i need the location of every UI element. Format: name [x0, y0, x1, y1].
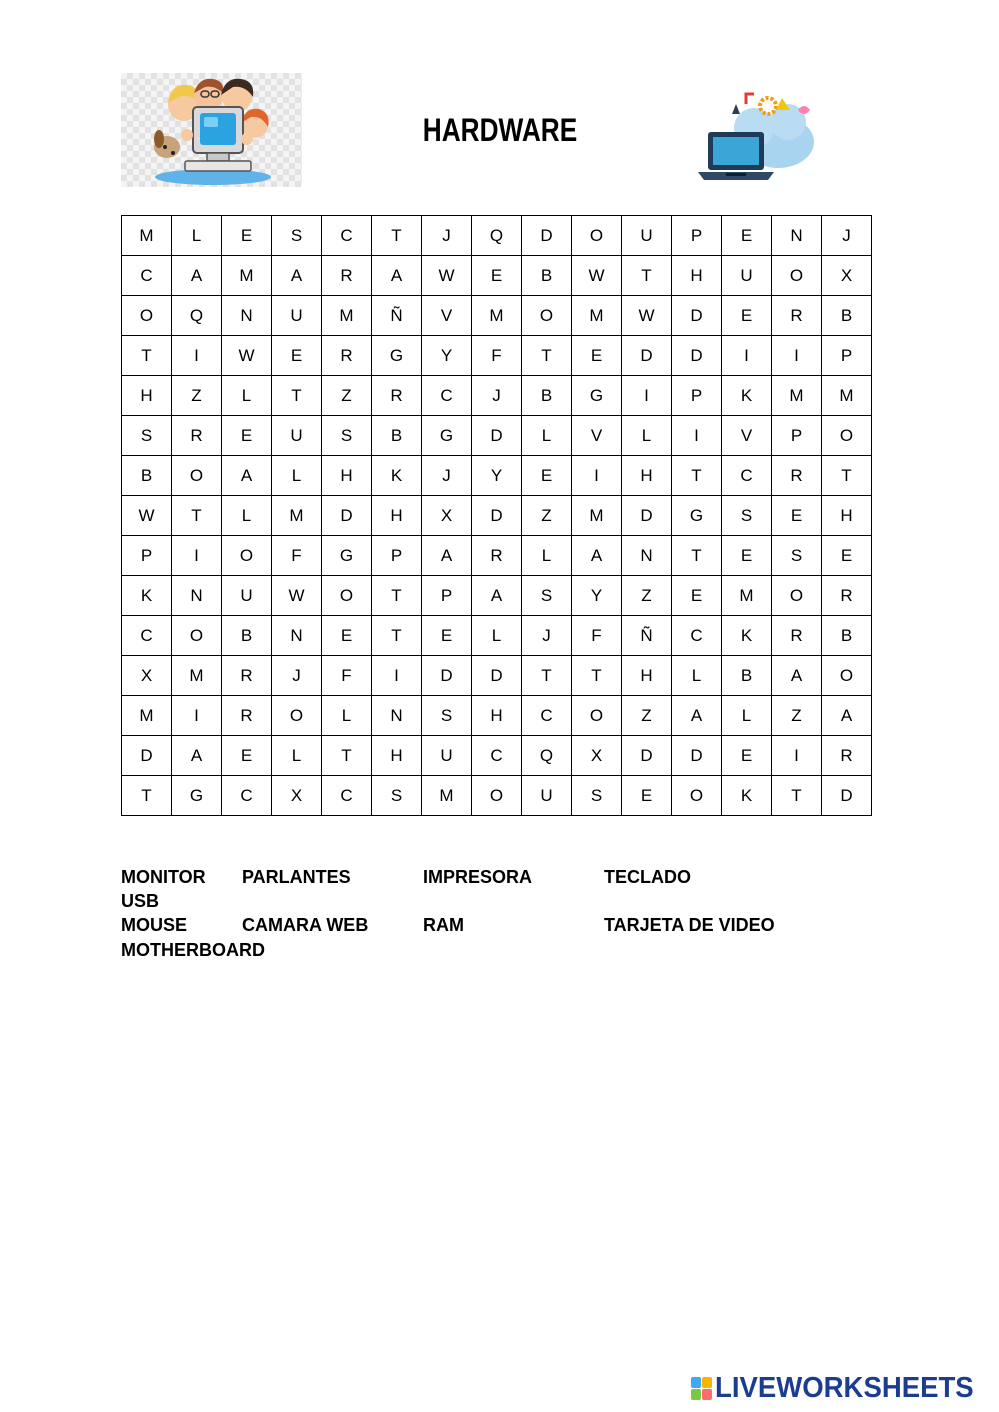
grid-cell[interactable]: H	[372, 736, 422, 776]
grid-cell[interactable]: I	[372, 656, 422, 696]
grid-cell[interactable]: R	[772, 456, 822, 496]
grid-cell[interactable]: H	[822, 496, 872, 536]
word-monitor: MONITOR	[121, 867, 206, 887]
grid-cell[interactable]: J	[472, 376, 522, 416]
grid-cell[interactable]: E	[422, 616, 472, 656]
grid-cell[interactable]: P	[672, 376, 722, 416]
grid-cell[interactable]: N	[622, 536, 672, 576]
grid-cell[interactable]: M	[472, 296, 522, 336]
grid-cell[interactable]: E	[572, 336, 622, 376]
grid-cell[interactable]: A	[472, 576, 522, 616]
grid-cell[interactable]: R	[222, 656, 272, 696]
grid-cell[interactable]: P	[822, 336, 872, 376]
grid-cell[interactable]: W	[572, 256, 622, 296]
grid-cell[interactable]: D	[322, 496, 372, 536]
grid-cell[interactable]: R	[772, 296, 822, 336]
grid-cell[interactable]: H	[672, 256, 722, 296]
grid-cell[interactable]: W	[272, 576, 322, 616]
grid-cell[interactable]: A	[772, 656, 822, 696]
grid-cell[interactable]: K	[372, 456, 422, 496]
grid-cell[interactable]: U	[422, 736, 472, 776]
grid-cell[interactable]: N	[172, 576, 222, 616]
grid-cell[interactable]: U	[522, 776, 572, 816]
grid-cell[interactable]: T	[572, 656, 622, 696]
grid-cell[interactable]: G	[672, 496, 722, 536]
grid-cell[interactable]: M	[572, 296, 622, 336]
grid-cell[interactable]: I	[722, 336, 772, 376]
grid-row	[122, 616, 872, 656]
grid-cell[interactable]: G	[172, 776, 222, 816]
grid-cell[interactable]: A	[272, 256, 322, 296]
grid-cell[interactable]: A	[222, 456, 272, 496]
grid-cell[interactable]: Ñ	[622, 616, 672, 656]
grid-cell[interactable]: L	[672, 656, 722, 696]
grid-cell[interactable]: X	[422, 496, 472, 536]
grid-row	[122, 256, 872, 296]
grid-cell[interactable]: O	[772, 256, 822, 296]
grid-cell[interactable]: O	[572, 216, 622, 256]
grid-cell[interactable]: V	[572, 416, 622, 456]
grid-cell[interactable]: U	[272, 416, 322, 456]
grid-cell[interactable]: X	[572, 736, 622, 776]
word-impresora: IMPRESORA	[423, 867, 533, 887]
grid-cell[interactable]: E	[822, 536, 872, 576]
grid-cell[interactable]: A	[372, 256, 422, 296]
grid-cell[interactable]: H	[322, 456, 372, 496]
grid-cell[interactable]: Y	[472, 456, 522, 496]
grid-cell[interactable]: D	[672, 296, 722, 336]
grid-cell[interactable]: D	[622, 736, 672, 776]
grid-cell[interactable]: A	[172, 736, 222, 776]
kids-computer-clipart	[121, 73, 302, 187]
grid-cell[interactable]: X	[822, 256, 872, 296]
grid-cell[interactable]: E	[622, 776, 672, 816]
grid-cell[interactable]: L	[222, 376, 272, 416]
grid-cell[interactable]: S	[572, 776, 622, 816]
word-search-grid	[121, 215, 872, 816]
grid-cell[interactable]: U	[722, 256, 772, 296]
grid-cell[interactable]: Z	[622, 696, 672, 736]
grid-cell[interactable]: C	[222, 776, 272, 816]
grid-cell[interactable]: O	[172, 456, 222, 496]
grid-cell[interactable]: Z	[772, 696, 822, 736]
grid-cell[interactable]: D	[472, 416, 522, 456]
grid-cell[interactable]: D	[422, 656, 472, 696]
grid-cell[interactable]: O	[472, 776, 522, 816]
grid-cell[interactable]: M	[572, 496, 622, 536]
grid-cell[interactable]: O	[172, 616, 222, 656]
word-parlantes: PARLANTES	[242, 867, 351, 887]
grid-cell[interactable]: O	[822, 656, 872, 696]
grid-cell[interactable]: W	[222, 336, 272, 376]
grid-cell[interactable]: D	[522, 216, 572, 256]
grid-cell[interactable]: K	[722, 376, 772, 416]
grid-row	[122, 736, 872, 776]
grid-cell[interactable]: D	[472, 496, 522, 536]
grid-cell[interactable]: B	[122, 456, 172, 496]
grid-cell[interactable]: R	[822, 736, 872, 776]
grid-cell[interactable]: I	[172, 696, 222, 736]
grid-cell[interactable]: P	[422, 576, 472, 616]
word-usb: USB	[121, 891, 160, 911]
grid-cell[interactable]: S	[322, 416, 372, 456]
page-title: HARDWARE	[422, 112, 578, 148]
grid-cell[interactable]: P	[672, 216, 722, 256]
grid-cell[interactable]: B	[222, 616, 272, 656]
grid-cell[interactable]: T	[372, 616, 422, 656]
grid-cell[interactable]: I	[772, 336, 822, 376]
grid-cell[interactable]: L	[622, 416, 672, 456]
grid-cell[interactable]: O	[572, 696, 622, 736]
grid-cell[interactable]: E	[222, 416, 272, 456]
grid-cell[interactable]: G	[572, 376, 622, 416]
grid-cell[interactable]: B	[822, 616, 872, 656]
grid-cell[interactable]: K	[722, 776, 772, 816]
grid-row	[122, 776, 872, 816]
grid-cell[interactable]: P	[372, 536, 422, 576]
grid-cell[interactable]: R	[172, 416, 222, 456]
grid-cell[interactable]: S	[772, 536, 822, 576]
grid-cell[interactable]: R	[822, 576, 872, 616]
grid-cell[interactable]: L	[272, 736, 322, 776]
grid-cell[interactable]: I	[172, 536, 222, 576]
grid-cell[interactable]: T	[672, 456, 722, 496]
word-motherboard: MOTHERBOARD	[121, 940, 265, 960]
grid-row	[122, 496, 872, 536]
grid-cell[interactable]: X	[122, 656, 172, 696]
grid-cell[interactable]: E	[472, 256, 522, 296]
grid-cell[interactable]: K	[122, 576, 172, 616]
grid-cell[interactable]: T	[522, 656, 572, 696]
grid-cell[interactable]: O	[222, 536, 272, 576]
grid-cell[interactable]: N	[372, 696, 422, 736]
grid-cell[interactable]: A	[422, 536, 472, 576]
grid-cell[interactable]: R	[322, 256, 372, 296]
grid-cell[interactable]: D	[622, 336, 672, 376]
grid-cell[interactable]: J	[422, 456, 472, 496]
grid-cell[interactable]: C	[522, 696, 572, 736]
grid-cell[interactable]: H	[622, 656, 672, 696]
grid-cell[interactable]: I	[772, 736, 822, 776]
grid-cell[interactable]: M	[772, 376, 822, 416]
grid-cell[interactable]: C	[722, 456, 772, 496]
grid-row	[122, 216, 872, 256]
grid-cell[interactable]: F	[272, 536, 322, 576]
grid-cell[interactable]: S	[372, 776, 422, 816]
brand-text: LIVEWORKSHEETS	[715, 1371, 974, 1404]
grid-cell[interactable]: L	[522, 416, 572, 456]
grid-row	[122, 696, 872, 736]
grid-cell[interactable]: M	[822, 376, 872, 416]
grid-row	[122, 456, 872, 496]
grid-cell[interactable]: E	[522, 456, 572, 496]
grid-cell[interactable]: Z	[172, 376, 222, 416]
grid-cell[interactable]: L	[222, 496, 272, 536]
grid-cell[interactable]: J	[422, 216, 472, 256]
grid-cell[interactable]: B	[722, 656, 772, 696]
grid-cell[interactable]: L	[472, 616, 522, 656]
grid-cell[interactable]: R	[472, 536, 522, 576]
grid-cell[interactable]: M	[422, 776, 472, 816]
grid-cell[interactable]: W	[422, 256, 472, 296]
grid-cell[interactable]: T	[122, 776, 172, 816]
grid-cell[interactable]: G	[372, 336, 422, 376]
grid-cell[interactable]: N	[272, 616, 322, 656]
grid-cell[interactable]: M	[322, 296, 372, 336]
grid-cell[interactable]: O	[322, 576, 372, 616]
grid-cell[interactable]: F	[472, 336, 522, 376]
grid-row	[122, 336, 872, 376]
grid-cell[interactable]: P	[122, 536, 172, 576]
liveworksheets-icon	[690, 1376, 712, 1400]
grid-cell[interactable]: U	[272, 296, 322, 336]
grid-cell[interactable]: C	[122, 616, 172, 656]
grid-row	[122, 576, 872, 616]
grid-cell[interactable]: H	[472, 696, 522, 736]
grid-cell[interactable]: S	[522, 576, 572, 616]
grid-cell[interactable]: C	[472, 736, 522, 776]
grid-cell[interactable]: B	[522, 256, 572, 296]
grid-row	[122, 536, 872, 576]
grid-cell[interactable]: A	[672, 696, 722, 736]
grid-cell[interactable]: T	[272, 376, 322, 416]
grid-cell[interactable]: G	[422, 416, 472, 456]
grid-cell[interactable]: B	[522, 376, 572, 416]
grid-cell[interactable]: T	[172, 496, 222, 536]
grid-cell[interactable]: W	[622, 296, 672, 336]
grid-cell[interactable]: T	[522, 336, 572, 376]
grid-cell[interactable]: E	[722, 536, 772, 576]
grid-cell[interactable]: T	[372, 216, 422, 256]
grid-cell[interactable]: I	[672, 416, 722, 456]
grid-cell[interactable]: T	[622, 256, 672, 296]
grid-cell[interactable]: M	[222, 256, 272, 296]
grid-cell[interactable]: I	[622, 376, 672, 416]
grid-cell[interactable]: J	[822, 216, 872, 256]
grid-cell[interactable]: S	[122, 416, 172, 456]
grid-cell[interactable]: A	[172, 256, 222, 296]
grid-cell[interactable]: E	[322, 616, 372, 656]
grid-row	[122, 296, 872, 336]
grid-row	[122, 656, 872, 696]
grid-cell[interactable]: C	[322, 216, 372, 256]
grid-cell[interactable]: N	[772, 216, 822, 256]
grid-cell[interactable]: R	[322, 336, 372, 376]
grid-cell[interactable]: L	[522, 536, 572, 576]
grid-cell[interactable]: E	[222, 216, 272, 256]
grid-cell[interactable]: E	[222, 736, 272, 776]
grid-cell[interactable]: C	[672, 616, 722, 656]
grid-cell[interactable]: R	[772, 616, 822, 656]
grid-cell[interactable]: V	[722, 416, 772, 456]
grid-cell[interactable]: Ñ	[372, 296, 422, 336]
grid-cell[interactable]: Z	[522, 496, 572, 536]
grid-cell[interactable]: P	[772, 416, 822, 456]
grid-cell[interactable]: T	[672, 536, 722, 576]
grid-cell[interactable]: V	[422, 296, 472, 336]
grid-cell[interactable]: A	[572, 536, 622, 576]
grid-cell[interactable]: Z	[622, 576, 672, 616]
grid-cell[interactable]: Y	[422, 336, 472, 376]
grid-cell[interactable]: F	[322, 656, 372, 696]
grid-cell[interactable]: T	[372, 576, 422, 616]
grid-cell[interactable]: L	[172, 216, 222, 256]
grid-cell[interactable]: C	[122, 256, 172, 296]
grid-cell[interactable]: O	[522, 296, 572, 336]
grid-cell[interactable]: D	[622, 496, 672, 536]
grid-cell[interactable]: C	[322, 776, 372, 816]
grid-cell[interactable]: T	[772, 776, 822, 816]
grid-cell[interactable]: B	[372, 416, 422, 456]
grid-cell[interactable]: S	[422, 696, 472, 736]
word-tarjeta-de-video: TARJETA DE VIDEO	[604, 915, 775, 935]
grid-cell[interactable]: O	[122, 296, 172, 336]
grid-cell[interactable]: L	[272, 456, 322, 496]
grid-cell[interactable]: U	[222, 576, 272, 616]
grid-cell[interactable]: H	[122, 376, 172, 416]
grid-cell[interactable]: D	[122, 736, 172, 776]
grid-cell[interactable]: E	[722, 296, 772, 336]
grid-cell[interactable]: K	[722, 616, 772, 656]
grid-cell[interactable]: L	[722, 696, 772, 736]
grid-cell[interactable]: S	[272, 216, 322, 256]
laptop-cloud-clipart	[688, 80, 818, 192]
grid-cell[interactable]: M	[722, 576, 772, 616]
grid-row	[122, 416, 872, 456]
grid-cell[interactable]: D	[672, 736, 722, 776]
grid-cell[interactable]: T	[322, 736, 372, 776]
grid-cell[interactable]: R	[372, 376, 422, 416]
grid-cell[interactable]: O	[672, 776, 722, 816]
word-camara-web: CAMARA WEB	[242, 915, 369, 935]
grid-cell[interactable]: Q	[522, 736, 572, 776]
grid-cell[interactable]: E	[722, 216, 772, 256]
grid-cell[interactable]: N	[222, 296, 272, 336]
word-teclado: TECLADO	[604, 867, 691, 887]
word-mouse: MOUSE	[121, 915, 188, 935]
grid-cell[interactable]: A	[822, 696, 872, 736]
grid-cell[interactable]: U	[622, 216, 672, 256]
grid-cell[interactable]: H	[372, 496, 422, 536]
grid-row	[122, 376, 872, 416]
grid-cell[interactable]: E	[672, 576, 722, 616]
grid-cell[interactable]: H	[622, 456, 672, 496]
grid-cell[interactable]: T	[122, 336, 172, 376]
grid-cell[interactable]: S	[722, 496, 772, 536]
grid-cell[interactable]: G	[322, 536, 372, 576]
grid-cell[interactable]: Y	[572, 576, 622, 616]
grid-cell[interactable]: J	[522, 616, 572, 656]
grid-cell[interactable]: D	[472, 656, 522, 696]
grid-cell[interactable]: I	[172, 336, 222, 376]
grid-cell[interactable]: M	[122, 696, 172, 736]
grid-cell[interactable]: O	[272, 696, 322, 736]
grid-cell[interactable]: C	[422, 376, 472, 416]
grid-cell[interactable]: X	[272, 776, 322, 816]
liveworksheets-logo[interactable]	[690, 1370, 987, 1406]
grid-cell[interactable]: F	[572, 616, 622, 656]
grid-cell[interactable]: O	[772, 576, 822, 616]
grid-cell[interactable]: M	[172, 656, 222, 696]
grid-cell[interactable]: O	[822, 416, 872, 456]
grid-cell[interactable]: W	[122, 496, 172, 536]
grid-cell[interactable]: E	[272, 336, 322, 376]
grid-cell[interactable]: M	[272, 496, 322, 536]
grid-cell[interactable]: R	[222, 696, 272, 736]
grid-cell[interactable]: E	[722, 736, 772, 776]
word-ram: RAM	[423, 915, 464, 935]
grid-cell[interactable]: B	[822, 296, 872, 336]
grid-cell[interactable]: Q	[172, 296, 222, 336]
grid-cell[interactable]: D	[822, 776, 872, 816]
grid-cell[interactable]: J	[272, 656, 322, 696]
grid-cell[interactable]: Q	[472, 216, 522, 256]
grid-cell[interactable]: D	[672, 336, 722, 376]
grid-cell[interactable]: M	[122, 216, 172, 256]
grid-cell[interactable]: L	[322, 696, 372, 736]
grid-cell[interactable]: E	[772, 496, 822, 536]
grid-cell[interactable]: I	[572, 456, 622, 496]
grid-cell[interactable]: Z	[322, 376, 372, 416]
grid-cell[interactable]: T	[822, 456, 872, 496]
